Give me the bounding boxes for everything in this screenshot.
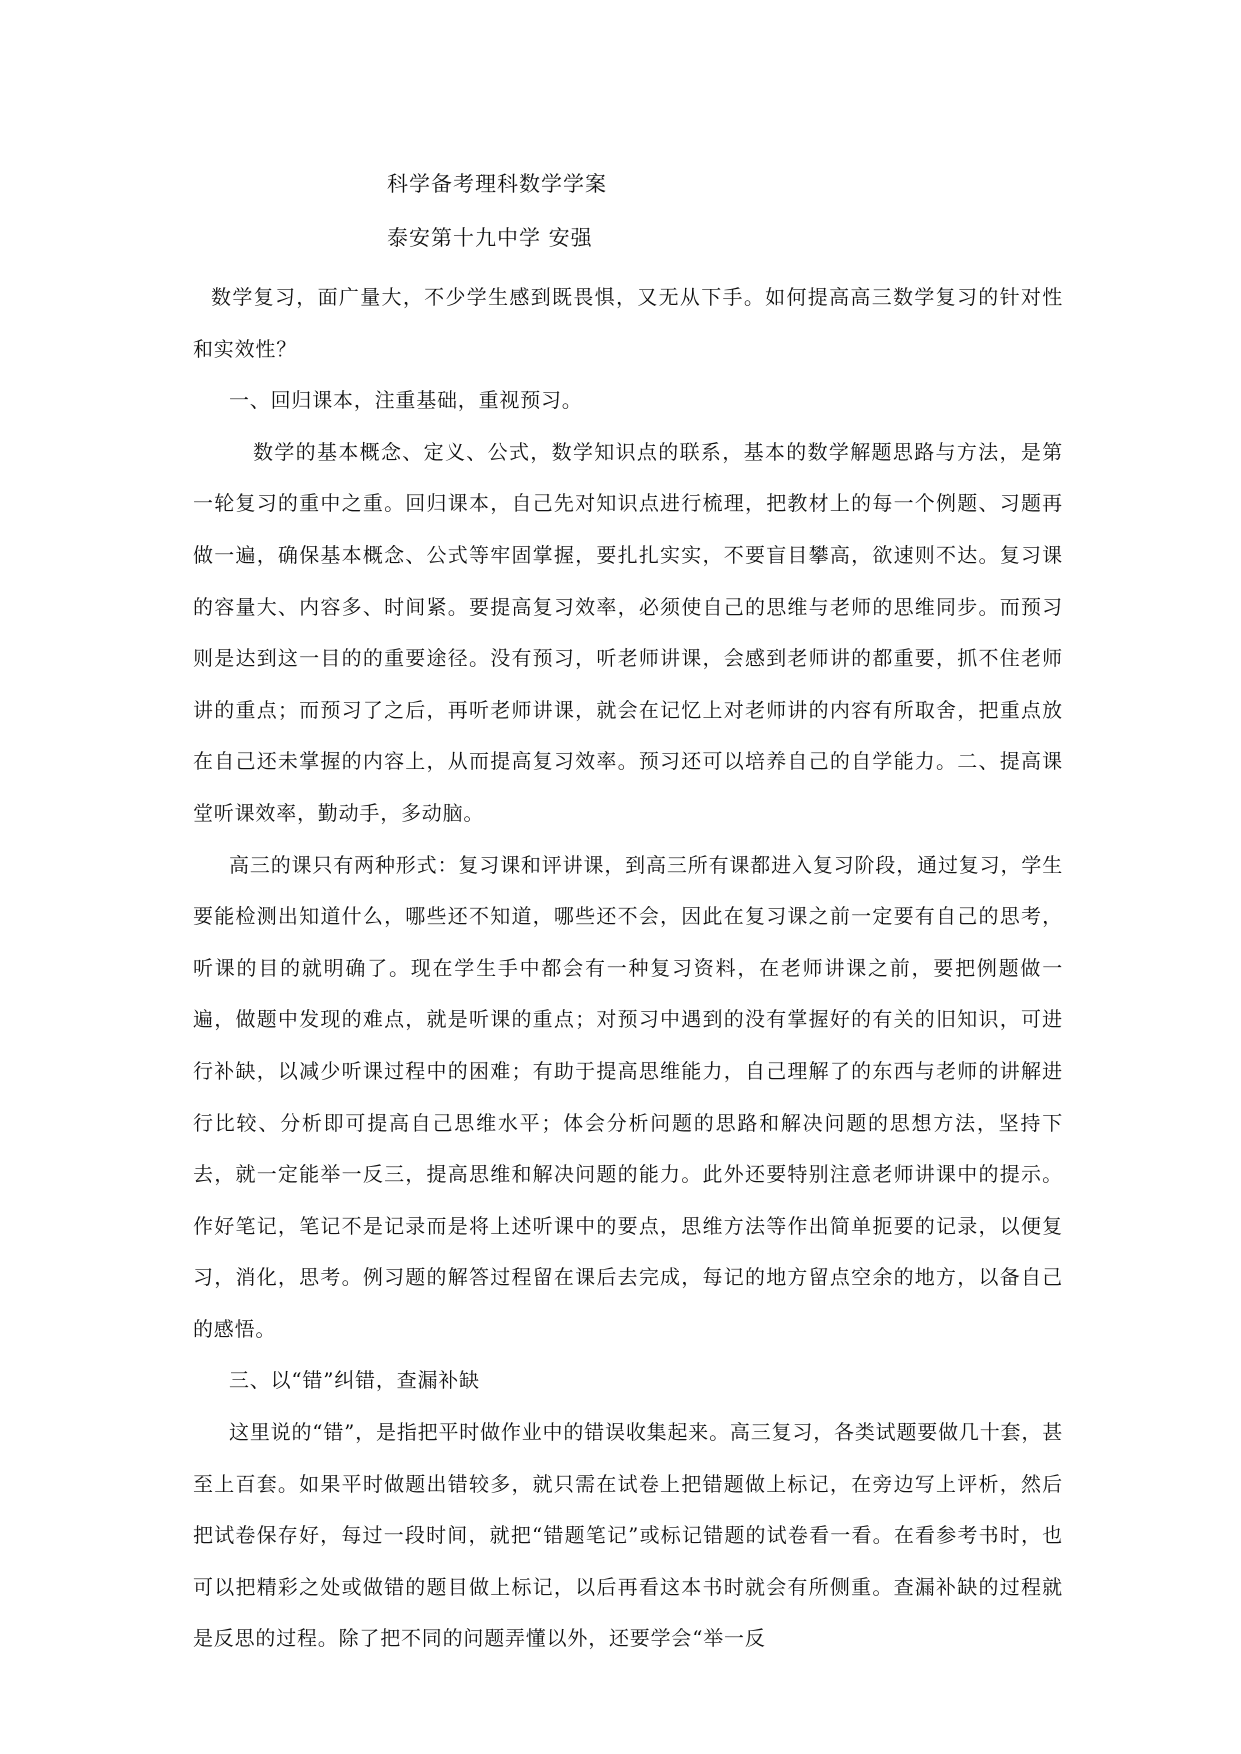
section-2-paragraph: 高三的课只有两种形式：复习课和评讲课，到高三所有课都进入复习阶段，通过复习，学生要能检测出知道什么，哪些还不知道，哪些还不会，因此在复习课之前一定要有自己的思考，听课的目的就明确了。现在学生手中都会有一种复习资料，在老师讲课之前，要把例题做一遍，做题中发现的难点，就是听课的重点；对预习中遇到的没有掌握好的有关的旧知识，可进行补缺，以减少听课过程中的困难；有助于提高思维能力，自己理解了的东西与老师的讲解进行比较、分析即可提高自己思维水平；体会分析问题的思路和解决问题的思想方法，坚持下去，就一定能举一反三，提高思维和解决问题的能力。此外还要特别注意老师讲课中的提示。作好笔记，笔记不是记录而是将上述听课中的要点，思维方法等作出简单扼要的记录，以便复习，消化，思考。例习题的解答过程留在课后去完成，每记的地方留点空余的地方，以备自己的感悟。 <box>193 852 1063 1341</box>
document-title: 科学备考理科数学学案 <box>387 172 607 196</box>
section-1-paragraph: 数学的基本概念、定义、公式，数学知识点的联系，基本的数学解题思路与方法，是第一轮复习的重中之重。回归课本，自己先对知识点进行梳理，把教材上的每一个例题、习题再做一遍，确保基本概念、公式等牢固掌握，要扎扎实实，不要盲目攀高，欲速则不达。复习课的容量大、内容多、时间紧。要提高复习效率，必须使自己的思维与老师的思维同步。而预习则是达到这一目的的重要途径。没有预习，听老师讲课，会感到老师讲的都重要，抓不住老师讲的重点；而预习了之后，再听老师讲课，就会在记忆上对老师讲的内容有所取舍，把重点放在自己还未掌握的内容上，从而提高复习效率。预习还可以培养自己的自学能力。二、提高课堂听课效率，勤动手，多动脑。 <box>193 439 1063 825</box>
section-3-paragraph: 这里说的“错”，是指把平时做作业中的错误收集起来。高三复习，各类试题要做几十套，甚至上百套。如果平时做题出错较多，就只需在试卷上把错题做上标记，在旁边写上评析，然后把试卷保存好，每过一段时间，就把“错题笔记”或标记错题的试卷看一看。在看参考书时，也可以把精彩之处或做错的题目做上标记，以后再看这本书时就会有所侧重。查漏补缺的过程就是反思的过程。除了把不同的问题弄懂以外，还要学会“举一反 <box>193 1420 1063 1651</box>
document-author: 泰安第十九中学 安强 <box>387 226 593 250</box>
document-body <box>193 272 1063 1665</box>
section-heading-3: 三、以“错”纠错，查漏补缺 <box>229 1368 480 1393</box>
section-heading-1: 一、回归课本，注重基础，重视预习。 <box>229 388 583 413</box>
intro-paragraph: 数学复习，面广量大，不少学生感到既畏惧，又无从下手。如何提高高三数学复习的针对性和实效性？ <box>193 285 1063 361</box>
